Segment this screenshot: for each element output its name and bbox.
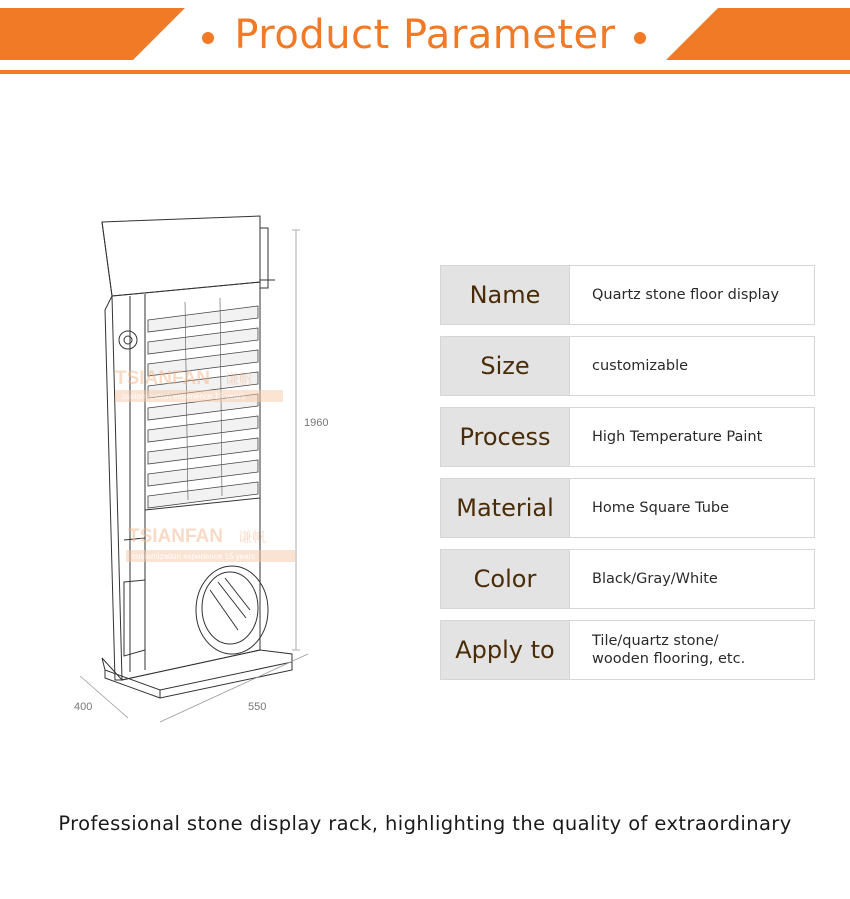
depth-dimension: 400 xyxy=(74,701,93,713)
param-row-apply-to xyxy=(440,620,815,680)
param-value: High Temperature Paint xyxy=(570,407,815,467)
right-bullet-icon xyxy=(634,32,646,44)
param-label: Color xyxy=(440,549,570,609)
param-value: customizable xyxy=(570,336,815,396)
watermark-brand: TSIANFAN xyxy=(115,368,210,389)
page-title: Product Parameter xyxy=(234,12,616,58)
watermark-slogan: customization experience 15 years xyxy=(122,392,246,401)
param-row-material xyxy=(440,478,815,538)
watermark-chinese: 谦帆 xyxy=(225,372,253,388)
product-drawing xyxy=(60,210,360,750)
display-rack-illustration xyxy=(60,210,360,750)
param-value: Home Square Tube xyxy=(570,478,815,538)
param-row-name xyxy=(440,265,815,325)
param-label: Name xyxy=(440,265,570,325)
width-dimension: 550 xyxy=(248,701,267,713)
param-value: Black/Gray/White xyxy=(570,549,815,609)
watermark-slogan-2: customization experience 15 years xyxy=(132,552,256,561)
param-row-process xyxy=(440,407,815,467)
param-label: Process xyxy=(440,407,570,467)
header-divider xyxy=(0,70,850,74)
param-row-size xyxy=(440,336,815,396)
param-label: Material xyxy=(440,478,570,538)
page-header xyxy=(0,0,850,80)
height-dimension: 1960 xyxy=(304,417,329,429)
param-label: Size xyxy=(440,336,570,396)
param-row-color xyxy=(440,549,815,609)
product-tagline: Professional stone display rack, highlighting the quality of extraordinary xyxy=(58,812,792,835)
watermark xyxy=(115,368,296,562)
param-value: Tile/quartz stone/ wooden flooring, etc. xyxy=(570,620,815,680)
param-value: Quartz stone floor display xyxy=(570,265,815,325)
shelf-slats xyxy=(148,306,258,508)
watermark-chinese-2: 谦帆 xyxy=(238,530,266,546)
watermark-brand-2: TSIANFAN xyxy=(128,526,223,547)
param-label: Apply to xyxy=(440,620,570,680)
